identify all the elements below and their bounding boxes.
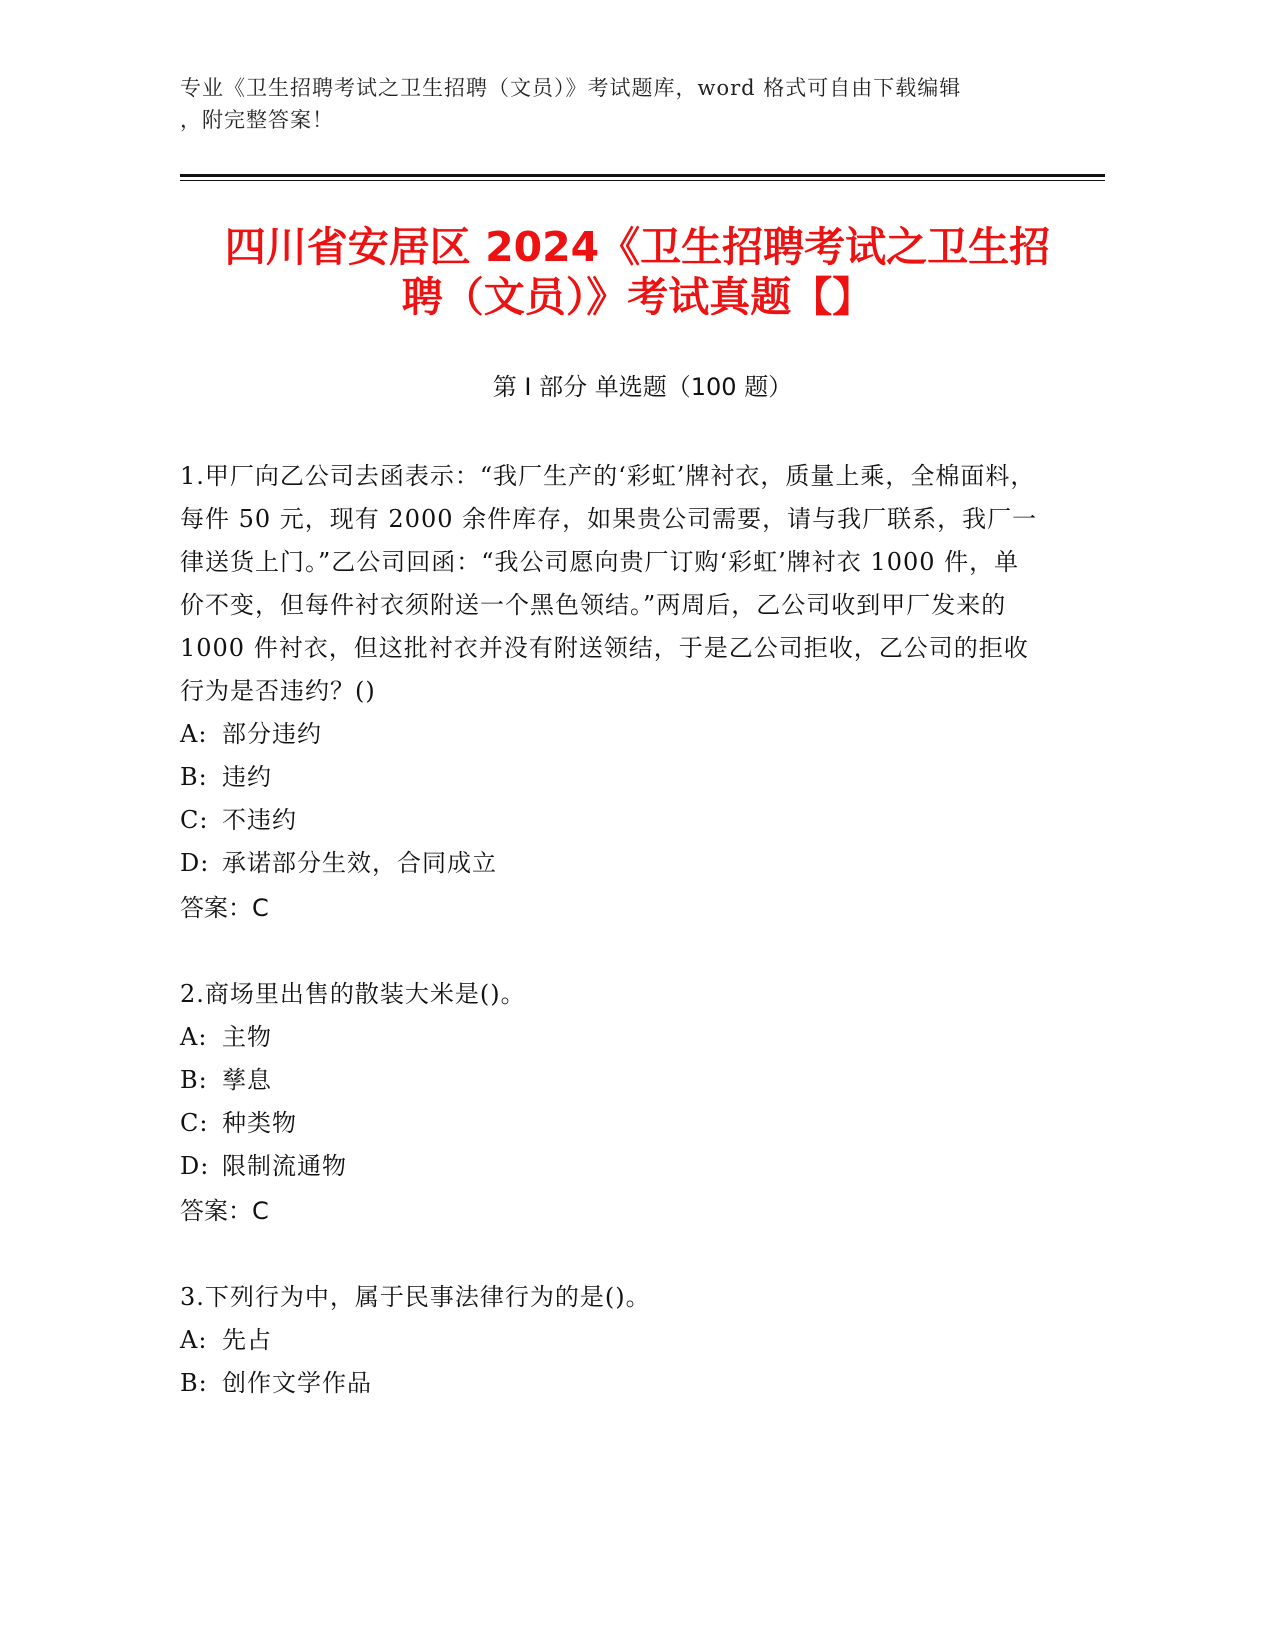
header-line-1: 专业《卫生招聘考试之卫生招聘（文员）》考试题库，word 格式可自由下载编辑 bbox=[180, 76, 962, 100]
title-line-2: 聘（文员）》考试真题【】 bbox=[401, 273, 874, 321]
option-letter: B: bbox=[180, 763, 208, 791]
question-stem: 1.甲厂向乙公司去函表示：“我厂生产的‘彩虹’牌衬衣，质量上乘，全棉面料，每件 50 元，现有 2000 余件库存，如果贵公司需要，请与我厂联系，我厂一律送货上门。”乙公司回函：“我公司愿向贵厂订购‘彩虹’牌衬衣 1000 件，单价不变，但每件衬衣须附送一个黑色领结。”两周后，乙公司收到甲厂发来的 1000 件衬衣，但这批衬衣并没有附送领结，于是乙公司拒收，乙公司的拒收行为是否违约？() bbox=[180, 462, 1038, 705]
option-letter: D: bbox=[180, 849, 210, 877]
question-list bbox=[180, 455, 1040, 1447]
option-text: 不违约 bbox=[222, 806, 297, 834]
option-d bbox=[180, 1145, 1040, 1188]
option-a bbox=[180, 713, 1040, 756]
option-text: 限制流通物 bbox=[222, 1152, 347, 1180]
title-line-1: 四川省安居区 2024《卫生招聘考试之卫生招 bbox=[224, 223, 1051, 271]
option-b bbox=[180, 1362, 1040, 1405]
header-line-2: ，附完整答案！ bbox=[180, 108, 334, 132]
option-b bbox=[180, 756, 1040, 799]
option-letter: B: bbox=[180, 1369, 208, 1397]
option-letter: A: bbox=[180, 1023, 208, 1051]
option-letter: A: bbox=[180, 720, 208, 748]
option-d bbox=[180, 842, 1040, 885]
question-stem: 3.下列行为中，属于民事法律行为的是()。 bbox=[180, 1283, 651, 1311]
option-text: 先占 bbox=[222, 1326, 272, 1354]
option-c bbox=[180, 1102, 1040, 1145]
document-title bbox=[150, 222, 1125, 322]
option-letter: C: bbox=[180, 806, 209, 834]
option-text: 种类物 bbox=[222, 1109, 297, 1137]
document-header bbox=[180, 72, 1060, 136]
option-c bbox=[180, 799, 1040, 842]
question-stem: 2.商场里出售的散装大米是()。 bbox=[180, 980, 526, 1008]
option-text: 承诺部分生效，合同成立 bbox=[222, 849, 497, 877]
section-heading: 第 I 部分 单选题（100 题） bbox=[492, 373, 793, 401]
question-item bbox=[180, 1276, 1040, 1405]
option-text: 违约 bbox=[222, 763, 272, 791]
option-letter: D: bbox=[180, 1152, 210, 1180]
answer-line: 答案：C bbox=[180, 894, 269, 922]
option-text: 创作文学作品 bbox=[222, 1369, 372, 1397]
option-text: 部分违约 bbox=[222, 720, 322, 748]
option-b bbox=[180, 1059, 1040, 1102]
option-a bbox=[180, 1319, 1040, 1362]
answer-line: 答案：C bbox=[180, 1197, 269, 1225]
header-divider-thin bbox=[180, 180, 1105, 181]
question-item bbox=[180, 973, 1040, 1234]
option-text: 孳息 bbox=[222, 1066, 272, 1094]
option-a bbox=[180, 1016, 1040, 1059]
header-divider-thick bbox=[180, 174, 1105, 177]
option-letter: A: bbox=[180, 1326, 208, 1354]
option-letter: C: bbox=[180, 1109, 209, 1137]
question-item bbox=[180, 455, 1040, 931]
option-letter: B: bbox=[180, 1066, 208, 1094]
option-text: 主物 bbox=[222, 1023, 272, 1051]
